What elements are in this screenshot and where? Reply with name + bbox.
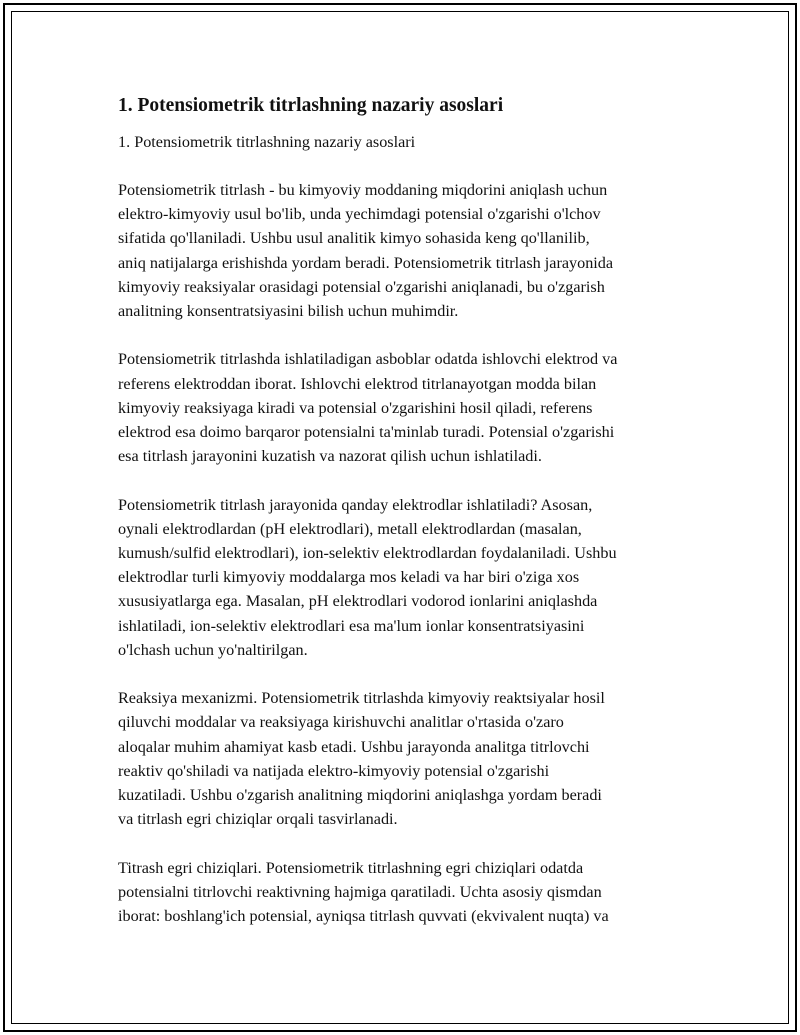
paragraph-line: reaktiv qo'shiladi va natijada elektro-kimyoviy potensial o'zgarishi <box>118 761 550 780</box>
paragraph-line: ishlatiladi, ion-selektiv elektrodlari esa ma'lum ionlar konsentratsiyasini <box>118 616 585 635</box>
paragraph-1 <box>118 178 698 323</box>
paragraph-3 <box>118 493 698 662</box>
paragraph-line: kimyoviy reaksiyaga kiradi va potensial o'zgarishini hosil qiladi, referens <box>118 398 593 417</box>
paragraph-line: oynali elektrodlardan (pH elektrodlari), metall elektrodlardan (masalan, <box>118 519 582 538</box>
paragraph-line: elektro-kimyoviy usul bo'lib, unda yechimdagi potensial o'zgarishi o'lchov <box>118 205 601 224</box>
paragraph-line: elektrodlar turli kimyoviy moddalarga mos keladi va har biri o'ziga xos <box>118 568 580 587</box>
paragraph-line: iborat: boshlang'ich potensial, ayniqsa titrlash quvvati (ekvivalent nuqta) va <box>118 907 609 926</box>
paragraph-4 <box>118 686 698 831</box>
paragraph-line: esa titrlash jarayonini kuzatish va nazorat qilish uchun ishlatiladi. <box>118 447 542 466</box>
paragraph-line: aloqalar muhim ahamiyat kasb etadi. Ushbu jarayonda analitga titrlovchi <box>118 737 590 756</box>
paragraph-line: kuzatiladi. Ushbu o'zgarish analitning miqdorini aniqlashga yordam beradi <box>118 786 602 805</box>
paragraph-line: Titrash egri chiziqlari. Potensiometrik titrlashning egri chiziqlari odatda <box>118 858 584 877</box>
paragraph-2 <box>118 347 698 468</box>
paragraph-line: referens elektroddan iborat. Ishlovchi elektrod titrlanayotgan modda bilan <box>118 374 597 393</box>
paragraph-line: kumush/sulfid elektrodlari), ion-selektiv elektrodlardan foydalaniladi. Ushbu <box>118 544 617 563</box>
paragraph-line: Potensiometrik titrlash jarayonida qanday elektrodlar ishlatiladi? Asosan, <box>118 495 593 514</box>
paragraph-line: xususiyatlarga ega. Masalan, pH elektrodlari vodorod ionlarini aniqlashda <box>118 592 598 611</box>
paragraph-line: kimyoviy reaksiyalar orasidagi potensial o'zgarishi aniqlanadi, bu o'zgarish <box>118 277 605 296</box>
paragraph-line: elektrod esa doimo barqaror potensialni ta'minlab turadi. Potensial o'zgarishi <box>118 423 615 442</box>
paragraph-line: qiluvchi moddalar va reaksiyaga kirishuvchi analitlar o'rtasida o'zaro <box>118 713 564 732</box>
paragraph-line: o'lchash uchun yo'naltirilgan. <box>118 640 308 659</box>
document-subtitle: 1. Potensiometrik titrlashning nazariy asoslari <box>118 133 416 151</box>
paragraph-5 <box>118 856 698 929</box>
paragraph-line: Potensiometrik titrlashda ishlatiladigan asboblar odatda ishlovchi elektrod va <box>118 350 618 369</box>
paragraph-line: potensialni titrlovchi reaktivning hajmiga qaratiladi. Uchta asosiy qismdan <box>118 882 602 901</box>
document-title: 1. Potensiometrik titrlashning nazariy asoslari <box>118 95 504 116</box>
paragraph-line: sifatida qo'llaniladi. Ushbu usul analitik kimyo sohasida keng qo'llanilib, <box>118 229 590 248</box>
paragraph-line: Reaksiya mexanizmi. Potensiometrik titrlashda kimyoviy reaktsiyalar hosil <box>118 689 605 708</box>
paragraph-line: Potensiometrik titrlash - bu kimyoviy moddaning miqdorini aniqlash uchun <box>118 181 608 199</box>
paragraph-line: analitning konsentratsiyasini bilish uchun muhimdir. <box>118 302 459 321</box>
paragraph-line: va titrlash egri chiziqlar orqali tasvirlanadi. <box>118 810 398 829</box>
document-body <box>118 93 698 952</box>
paragraph-line: aniq natijalarga erishishda yordam beradi. Potensiometrik titrlash jarayonida <box>118 253 614 272</box>
